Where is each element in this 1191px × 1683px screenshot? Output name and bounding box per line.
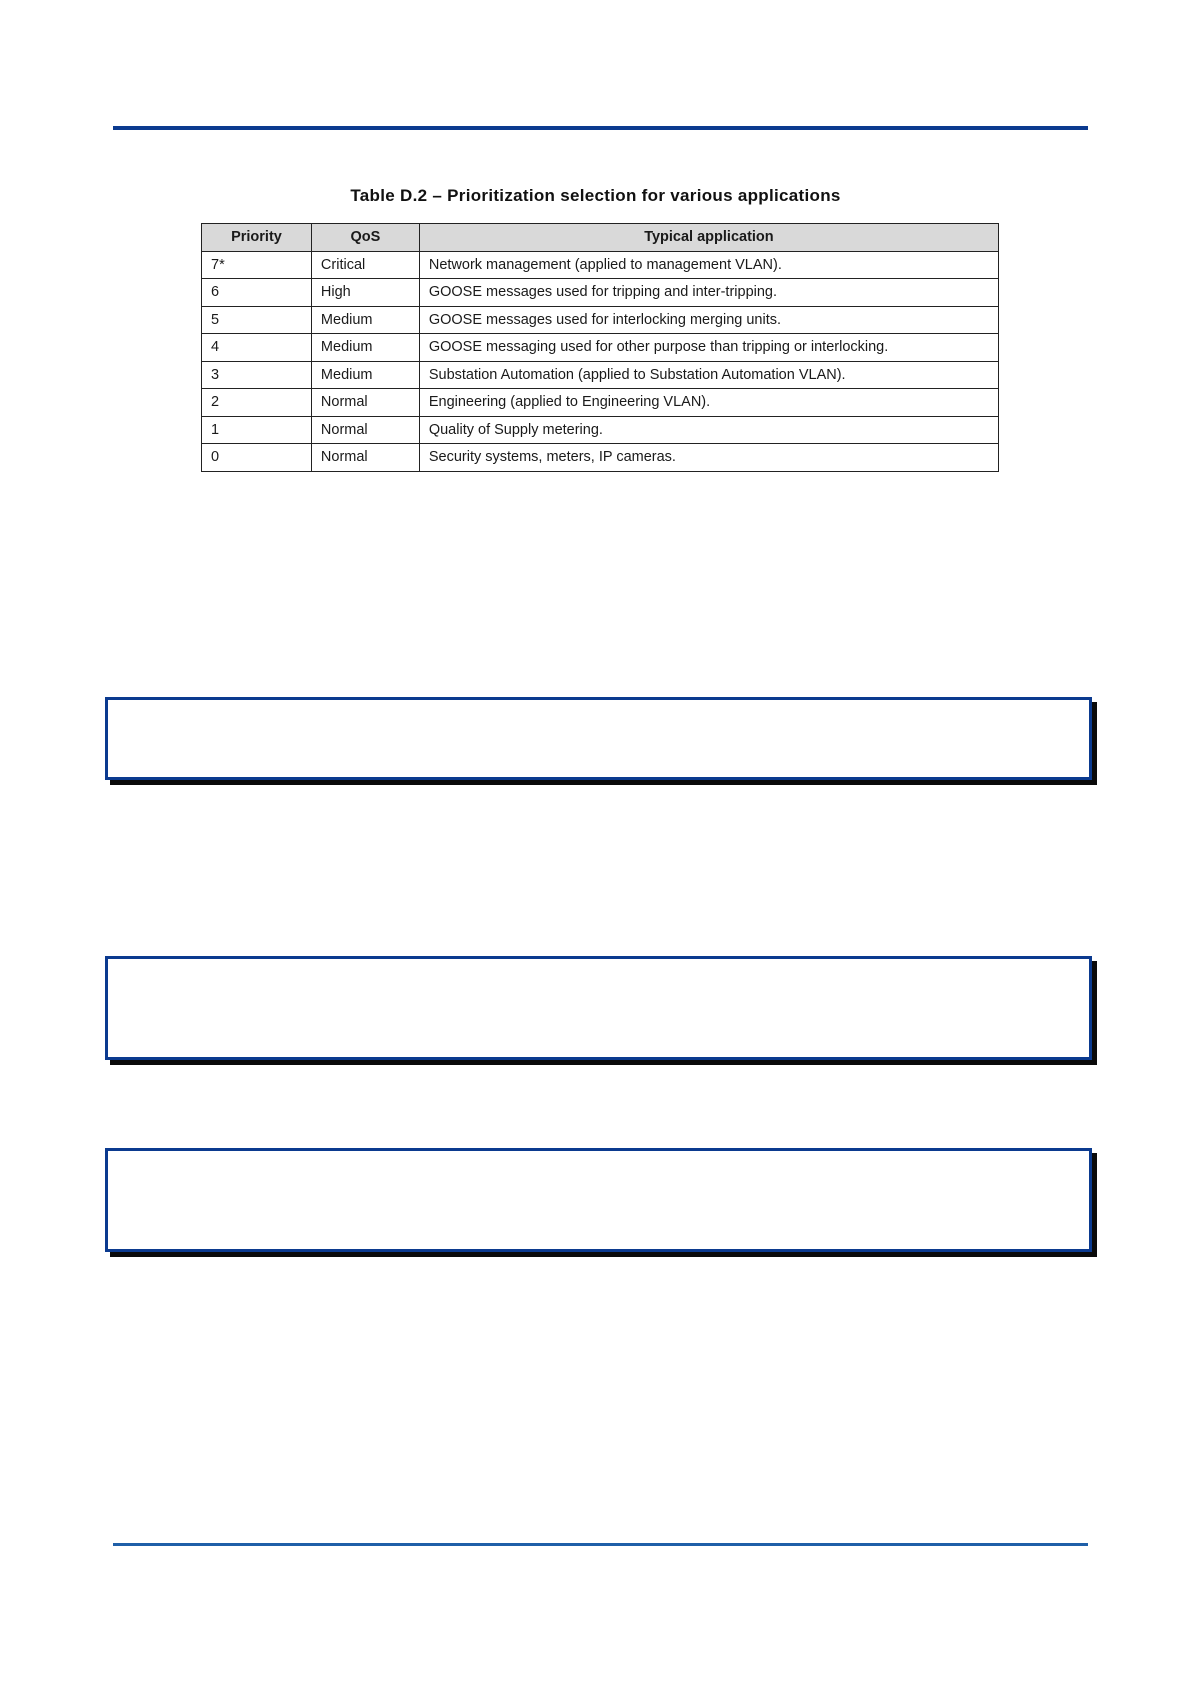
- cell-qos: Critical: [311, 251, 419, 279]
- empty-note-box-1: [105, 697, 1092, 780]
- cell-qos: Normal: [311, 444, 419, 472]
- cell-application: Quality of Supply metering.: [419, 416, 998, 444]
- cell-priority: 3: [202, 361, 312, 389]
- cell-qos: Medium: [311, 306, 419, 334]
- cell-priority: 0: [202, 444, 312, 472]
- table-row: [202, 444, 999, 472]
- table-row: [202, 361, 999, 389]
- cell-qos: Medium: [311, 334, 419, 362]
- cell-application: Security systems, meters, IP cameras.: [419, 444, 998, 472]
- cell-priority: 5: [202, 306, 312, 334]
- header-rule: [113, 126, 1088, 130]
- empty-note-box-2: [105, 956, 1092, 1060]
- header-qos: QoS: [311, 224, 419, 252]
- cell-application: GOOSE messages used for tripping and inter-tripping.: [419, 279, 998, 307]
- cell-qos: Normal: [311, 389, 419, 417]
- cell-application: Engineering (applied to Engineering VLAN).: [419, 389, 998, 417]
- cell-priority: 1: [202, 416, 312, 444]
- table-header-row: [202, 224, 999, 252]
- table-row: [202, 306, 999, 334]
- table-title: Table D.2 – Prioritization selection for various applications: [350, 186, 841, 205]
- empty-note-box-3: [105, 1148, 1092, 1252]
- table-row: [202, 334, 999, 362]
- cell-priority: 4: [202, 334, 312, 362]
- cell-qos: Normal: [311, 416, 419, 444]
- header-priority: Priority: [202, 224, 312, 252]
- footer-rule: [113, 1543, 1088, 1546]
- cell-priority: 2: [202, 389, 312, 417]
- cell-priority: 6: [202, 279, 312, 307]
- cell-priority: 7*: [202, 251, 312, 279]
- table-row: [202, 251, 999, 279]
- table-row: [202, 416, 999, 444]
- cell-application: Substation Automation (applied to Substation Automation VLAN).: [419, 361, 998, 389]
- cell-qos: High: [311, 279, 419, 307]
- cell-application: GOOSE messages used for interlocking merging units.: [419, 306, 998, 334]
- cell-qos: Medium: [311, 361, 419, 389]
- table-row: [202, 389, 999, 417]
- header-typical-application: Typical application: [419, 224, 998, 252]
- prioritization-table: [201, 223, 999, 472]
- table-row: [202, 279, 999, 307]
- cell-application: GOOSE messaging used for other purpose than tripping or interlocking.: [419, 334, 998, 362]
- cell-application: Network management (applied to management VLAN).: [419, 251, 998, 279]
